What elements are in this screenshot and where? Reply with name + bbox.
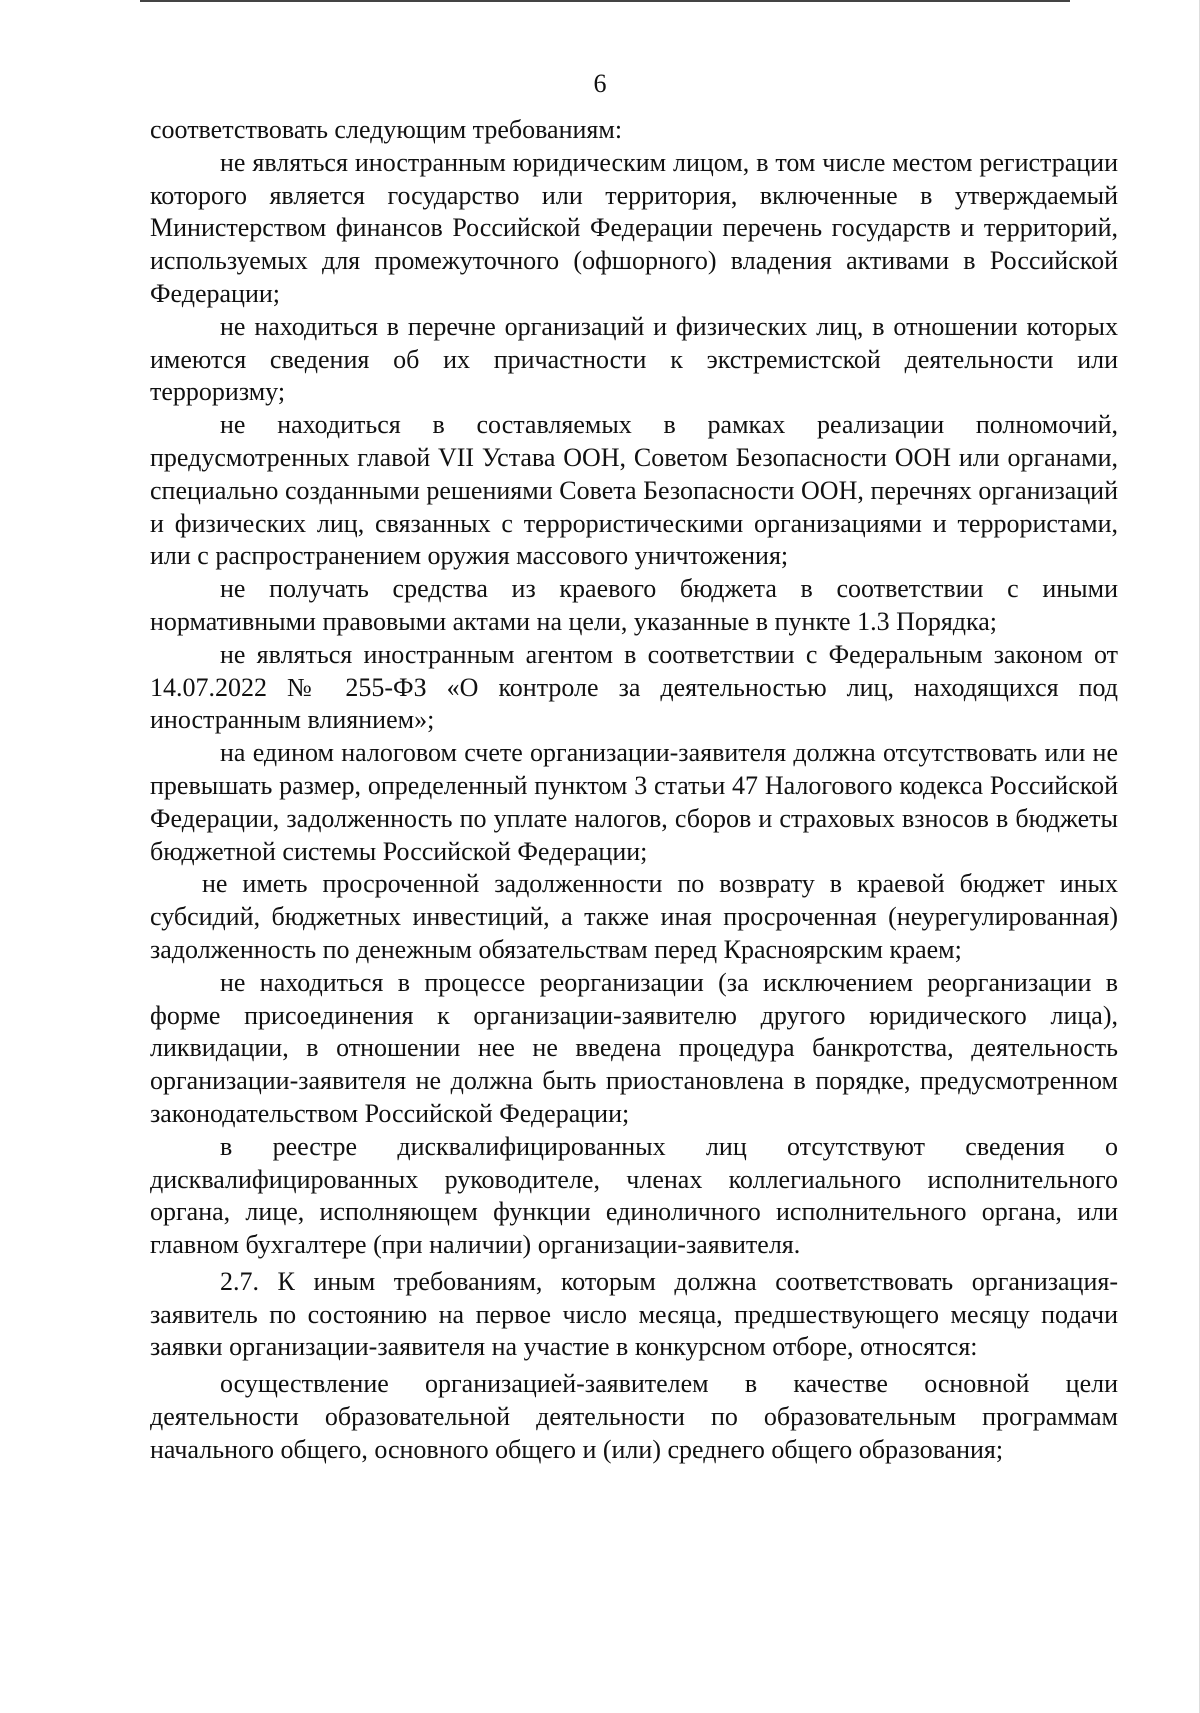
paragraph-overdue-debt: не иметь просроченной задолженности по возврату в краевой бюджет иных субсидий, бюджетных инвестиций, а также иная просроченная (неурегулированная) задолженность по денежным обязательствам перед Красноярским краем; <box>150 869 1118 964</box>
paragraph-tax-account: на едином налоговом счете организации-заявителя должна отсутствовать или не превышать размер, определенный пунктом 3 статьи 47 Налогового кодекса Российской Федерации, задолженность по уплате налогов, сборов и страховых взносов в бюджеты бюджетной системы Российской Федерации; <box>150 738 1118 866</box>
paragraph-foreign-entity: не являться иностранным юридическим лицом, в том числе местом регистрации которого является государство или территория, включенные в утверждаемый Министерством финансов Российской Федерации перечень государств и территорий, используемых для промежуточного (офшорного) владения активами в Российской Федерации; <box>150 147 1118 308</box>
paragraph-budget-funds: не получать средства из краевого бюджета в соответствии с иными нормативными правовыми актами на цели, указанные в пункте 1.3 Порядка; <box>150 574 1118 636</box>
scan-edge-top <box>140 0 1070 2</box>
paragraph-foreign-agent: не являться иностранным агентом в соответствии с Федеральным законом от 14.07.2022 № 255-ФЗ «О контроле за деятельностью лиц, находящихся под иностранным влиянием»; <box>150 639 1118 735</box>
page-number: 6 <box>593 69 607 98</box>
document-body <box>150 114 1118 1467</box>
paragraph-intro: соответствовать следующим требованиям: <box>150 115 623 144</box>
paragraph-section-2-7: 2.7. К иным требованиям, которым должна соответствовать организация-заявитель по состоянию на первое число месяца, предшествующего месяцу подачи заявки организации-заявителя на участие в конкурсном отборе, относятся: <box>150 1266 1118 1362</box>
paragraph-extremism-list: не находиться в перечне организаций и физических лиц, в отношении которых имеются сведения об их причастности к экстремистской деятельности или терроризму; <box>150 311 1118 407</box>
paragraph-reorganization: не находиться в процессе реорганизации (за исключением реорганизации в форме присоединения к организации-заявителю другого юридического лица), ликвидации, в отношении нее не введена процедура банкротства, деятельность организации-заявителя не должна быть приостановлена в порядке, предусмотренном законодательством Российской Федерации; <box>150 967 1118 1128</box>
paragraph-disqualified-registry: в реестре дисквалифицированных лиц отсутствуют сведения о дисквалифицированных руководителе, членах коллегиального исполнительного органа, лице, исполняющем функции единоличного исполнительного органа, или главном бухгалтере (при наличии) организации-заявителя. <box>150 1131 1118 1260</box>
paragraph-un-lists: не находиться в составляемых в рамках реализации полномочий, предусмотренных главой VII Устава ООН, Советом Безопасности ООН или органами, специально созданными решениями Совета Безопасности ООН, перечнях организаций и физических лиц, связанных с террористическими организациями и террористами, или с распространением оружия массового уничтожения; <box>150 410 1118 571</box>
paragraph-education-activity: осуществление организацией-заявителем в качестве основной цели деятельности образовательной деятельности по образовательным программам начального общего, основного общего и (или) среднего общего образования; <box>150 1369 1118 1464</box>
